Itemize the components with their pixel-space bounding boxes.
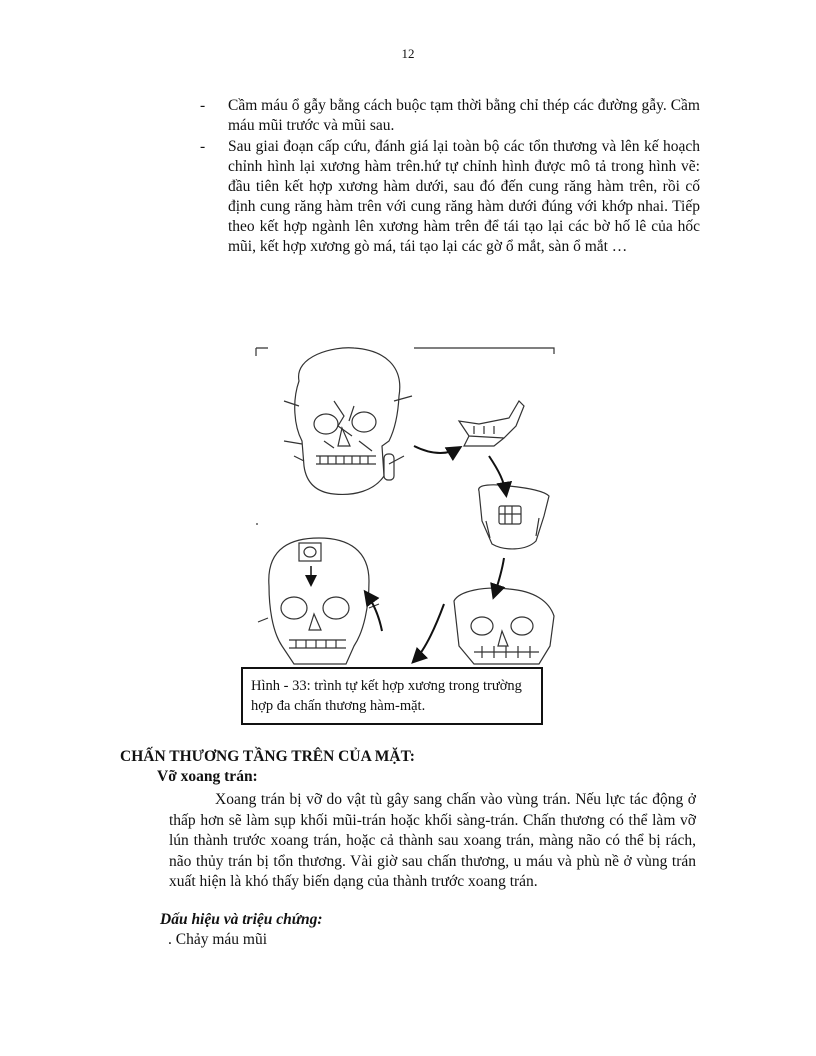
bullet-marker: - — [200, 97, 206, 114]
skull-fixation-figure — [254, 346, 560, 676]
section-heading: CHẤN THƯƠNG TẦNG TRÊN CỦA MẶT: — [120, 748, 415, 765]
sequence-arrow-3 — [494, 558, 504, 596]
list-item — [200, 137, 700, 257]
figure-caption: Hình - 33: trình tự kết hợp xương trong trường hợp đa chấn thương hàm-mặt. — [241, 667, 543, 725]
final-skull-drawing — [258, 538, 379, 664]
list-item-text: Cầm máu ổ gẫy bằng cách buộc tạm thời bằng chỉ thép các đường gẫy. Cầm máu mũi trước và mũi sau. — [228, 97, 700, 134]
sequence-arrow-4 — [414, 604, 444, 661]
body-paragraph-text: Xoang trán bị vỡ do vật tù gây sang chấn vào vùng trán. Nếu lực tác động ở thấp hơn sẽ làm sụp khối mũi-trán hoặc khối sàng-trán. Chấn thương có thể làm vỡ lún thành trước xoang trán, hoặc cả thành sau xoang trán, màng não có thể bị rách, não thủy trán bị tổn thương. Vài giờ sau chấn thương, u máu và phù nề ở vùng trán xuất hiện là khó thấy biến dạng của thành trước xoang trán. — [169, 791, 696, 890]
sequence-arrow-1 — [414, 446, 459, 453]
mandible-drawing — [459, 401, 524, 446]
fractured-skull-drawing — [284, 348, 412, 495]
page-number: 12 — [401, 46, 415, 61]
skull-illustration — [254, 346, 560, 676]
bullet-marker: - — [200, 138, 206, 155]
body-paragraph — [169, 790, 696, 893]
sequence-arrow-2 — [489, 456, 506, 494]
mandible-maxilla-drawing — [479, 485, 549, 549]
bullet-list — [200, 96, 700, 258]
symptom-item: . Chảy máu mũi — [168, 931, 268, 948]
subsection-heading: Vỡ xoang trán: — [157, 768, 258, 785]
signs-heading: Dấu hiệu và triệu chứng: — [160, 911, 323, 928]
maxilla-skull-drawing — [454, 588, 554, 664]
list-item — [200, 96, 700, 136]
list-item-text: Sau giai đoạn cấp cứu, đánh giá lại toàn bộ các tổn thương và lên kế hoạch chỉnh hình lại xương hàm trên.hứ tự chỉnh hình được mô tả trong hình vẽ: đầu tiên kết hợp xương hàm dưới, sau đó đến cung răng hàm trên, rồi cố định cung răng hàm trên với cung răng hàm dưới đúng với khớp nhai. Tiếp theo kết hợp ngành lên xương hàm trên để tái tạo lại các bờ hố lê của hốc mũi, kết hợp xương gò má, tái tạo lại các gờ ổ mắt, sàn ổ mắt … — [228, 138, 700, 255]
